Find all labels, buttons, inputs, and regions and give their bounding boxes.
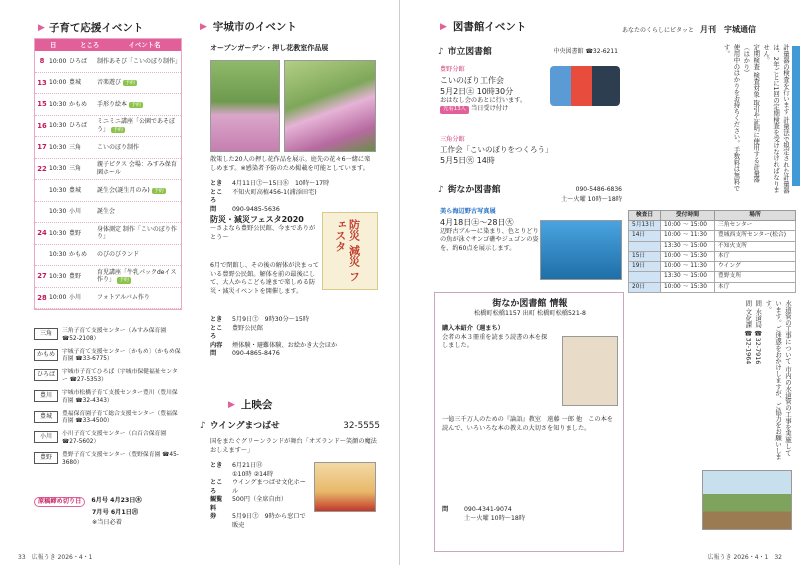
vertical-notice-2: 水道管の工事について 市内の水道管の工事を実施しています。ご迷惑をおかけしますが、ご協力をお願いします。 問 水道局 ☎32-7916 問 文化課 ☎32-1964 xyxy=(744,300,792,460)
row-day: 24 xyxy=(37,229,47,237)
row-day: 15 xyxy=(37,100,47,108)
center-item xyxy=(34,390,182,406)
flag-icon: ▶ xyxy=(440,22,447,33)
garden-photo-2 xyxy=(284,60,376,152)
center-label: 小川 xyxy=(34,431,58,443)
schedule-row xyxy=(35,202,181,224)
parenting-schedule xyxy=(34,38,182,310)
page-number-right: 広報うき 2026・4・1 32 xyxy=(707,553,782,561)
garden-title: オープンガーデン・押し花教室作品展 xyxy=(210,44,329,52)
row-place: かもめ xyxy=(69,251,88,258)
book-side-note: 一億三千万人のための『論語』教室 遠藤 一郎 他 この本を読んで、いろいろな本の教えの大切さを知りました。 xyxy=(442,416,613,432)
reserve-tag: 予約 xyxy=(153,187,164,194)
schedule-row xyxy=(35,51,181,73)
row-place: かもめ xyxy=(69,100,88,108)
deadline-june: 6月号 4月23日㊍ xyxy=(91,497,142,504)
center-text: 豊野子育て支援センター（豊野保育園 ☎45-3680） xyxy=(62,451,179,466)
row-place: ひろば xyxy=(69,122,88,129)
city-header: ▶ 宇城市のイベント xyxy=(200,21,297,34)
center-label: 豊野 xyxy=(34,452,58,464)
row-time: 10:30 xyxy=(49,100,67,108)
garden-body: 散策した20人の押し花作品を展示。庭先の花々6一緒に楽しめます。※感染者予防のため掲載を可能としています。 xyxy=(210,156,371,172)
right-page xyxy=(400,0,800,565)
deadline-label: 原稿締め切り日 xyxy=(34,497,85,507)
schedule-row xyxy=(35,94,181,116)
flag-icon: ▶ xyxy=(200,22,207,33)
center-item xyxy=(34,328,182,344)
center-item xyxy=(34,369,182,385)
reserve-tag: 予約 xyxy=(119,277,130,284)
row-event: 身体測定 制作「こいのぼり作り」 xyxy=(97,225,177,241)
vertical-notice: 計量器の検査を行います 計量法で規定された計量器は、2年ごとに1回の定期検査を受けなければなりません。 定期検査 検査対象 取引や証明に使用する計量器（はかり） 使用中のはかりをお持ちください。手数料は無料です。 xyxy=(722,44,790,194)
reserve-tag: 予約 xyxy=(113,126,124,133)
consult-row: 19日 10:00 〜 11:30 ウイング xyxy=(629,262,796,272)
row-event: 親子ピクス 会場：みすみ保育園ホール xyxy=(97,161,177,176)
row-time: 10:00 xyxy=(49,294,67,301)
row-place: 三角 xyxy=(69,165,82,172)
center-item xyxy=(34,349,182,365)
schedule-row xyxy=(35,116,181,138)
koinobori-illustration xyxy=(550,66,620,106)
row-event: 音楽遊び xyxy=(97,79,122,86)
consult-row: 5月13日 10:00 〜 15:00 三角センター xyxy=(629,221,796,231)
center-label: ひろば xyxy=(34,369,58,381)
city-library-event2: 三角分館 工作会「こいのぼりをつくろう」 5月5日㊋ 14時 xyxy=(440,136,553,165)
schedule-row xyxy=(35,159,181,181)
center-item xyxy=(34,452,182,468)
row-event: のびのびランド xyxy=(97,251,140,258)
consult-row: 14日 10:00 〜 11:30 豊城西支所センター(松合) xyxy=(629,231,796,241)
row-place: 小川 xyxy=(69,294,82,301)
schedule-row xyxy=(35,137,181,159)
consult-row: 15日 10:00 〜 15:30 本庁 xyxy=(629,251,796,261)
deadline-july: 7月号 6月1日㊊ xyxy=(92,508,139,516)
row-event: 手形り絵本 xyxy=(97,100,128,108)
garden-details: とき 4月11日㊏〜15日㊌ 10時〜17時 ところ 不知火町高植456-1(浦添田宅) 問 090-9485-5636 xyxy=(210,180,330,213)
row-event: フォトアルバム作り xyxy=(97,294,150,301)
center-label: かもめ xyxy=(34,349,58,361)
center-text: 宇城子育て支援センター〔かもめ〕（かもめ保育園 ☎33-6775） xyxy=(62,348,181,363)
row-time: 10:30 xyxy=(49,229,67,237)
schedule-header xyxy=(35,39,181,51)
row-time: 10:30 xyxy=(49,165,67,172)
row-time: 10:00 xyxy=(49,79,67,86)
row-place: 豊野 xyxy=(69,272,82,280)
machi-info: 街なか図書館 情報 松橋町松橋1157 出町 松橋町松橋521-8 購入本紹介（週まち） 会者の本３冊重を読まう読書の本を探しました。 xyxy=(442,299,586,350)
row-place: 三角 xyxy=(69,143,82,151)
machi-contact: 問 090-4341-9074 土〜火曜 10時〜18時 xyxy=(442,506,526,522)
center-item xyxy=(34,431,182,447)
center-label: 豊川 xyxy=(34,390,58,402)
consult-row: 20日 10:00 〜 15:30 本庁 xyxy=(629,282,796,292)
row-day: 13 xyxy=(37,78,47,87)
music-note-icon: ♪ xyxy=(438,185,444,195)
reserve-tag: 予約 xyxy=(131,101,142,108)
masthead: あなたのくらしにピタッと 月刊 宇城通信 xyxy=(622,25,757,34)
center-text: 宇城市松橋子育て支援センター豊川（豊川保育園 ☎32-4343） xyxy=(62,389,178,404)
screening-header: ▶ 上映会 xyxy=(228,399,273,412)
book-cover xyxy=(562,336,618,406)
row-day: 17 xyxy=(37,143,47,151)
city-library-event1: 豊野分館 こいのぼり工作会 5月2日㊏ 10時30分 おはなし会のあとに行います。 先着13人 当日受け付け xyxy=(440,66,527,113)
row-place: ひろば xyxy=(69,57,88,65)
deadline-box xyxy=(34,497,182,528)
row-time: 10:30 xyxy=(49,272,67,280)
row-time: 10:30 xyxy=(49,186,67,194)
center-label: 三角 xyxy=(34,328,58,340)
accent-bar xyxy=(792,46,800,186)
consult-table: 検査日 受付時間 場所 5月13日 10:00 〜 15:00 三角センター 14日 10:00 〜 11:30 豊城西支所センター(松合) 13:30 〜 15:00 不知火支所 15日 10:00 〜 15:30 本庁 19日 10:00 〜 11:30 ウイング 13:30 〜 15:00 豊野支所 20日 10:00 〜 15:30 本庁 xyxy=(628,210,796,293)
consult-row: 13:30 〜 15:00 不知火支所 xyxy=(629,241,796,251)
screening-poster xyxy=(314,462,376,512)
screening-body: 国をまたぐグリーンランドが舞台「オズランド〜笑顔の魔法おしえます〜」 xyxy=(210,438,377,454)
schedule-row xyxy=(35,180,181,202)
flag-icon: ▶ xyxy=(228,400,235,411)
center-text: 宇城市子育てひろば（宇城市保健福祉センター ☎27-5353） xyxy=(62,369,178,384)
music-note-icon: ♪ xyxy=(200,421,206,431)
row-day: 27 xyxy=(37,272,47,280)
schedule-row xyxy=(35,73,181,95)
row-event: 制作あそび「こいのぼり制作」 xyxy=(97,57,182,65)
machi-exhibit: 美ら海辺野古写真展 4月18日㊏〜28日㊋ 辺野古ブルーに染まり、色とりどりの魚が泳ぐサンゴ礁やジュゴンの姿を、約60点を展示します。 xyxy=(440,208,539,252)
center-text: 小川子育て支援センター（白百合保育園 ☎27-5602） xyxy=(62,431,167,445)
col-event: イベント名 xyxy=(128,41,161,49)
center-list xyxy=(34,328,182,472)
col-day: 日 xyxy=(50,41,57,49)
deadline-note: ※当日必着 xyxy=(92,518,122,526)
row-day: 8 xyxy=(39,57,45,65)
screening-sub: ♪ ウイングまつばせ 32-5555 xyxy=(200,421,380,432)
parenting-header xyxy=(38,22,143,35)
row-time: 10:30 xyxy=(49,208,67,215)
machi-library-head: ♪ 街なか図書館 090-5486-6836 土〜火曜 10時〜18時 xyxy=(438,185,622,204)
center-text: 豊福保育園子育て総合支援センター（豊福保育園 ☎33-4500） xyxy=(62,410,178,425)
fes-head: 防災・減災フェスタ2020 〜さよなら豊野公民館、今までありがとう〜 xyxy=(210,215,316,241)
music-note-icon: ♪ xyxy=(438,47,444,57)
row-day: 28 xyxy=(37,293,47,302)
fes-poster: 防災 減災 フェスタ xyxy=(322,212,378,290)
schedule-row xyxy=(35,288,181,310)
col-place: ところ xyxy=(80,41,100,49)
consult-row: 13:30 〜 15:00 豊野支所 xyxy=(629,272,796,282)
center-item xyxy=(34,411,182,427)
library-header: ▶ 図書館イベント xyxy=(440,21,527,34)
screening-details: とき 6月21日㊐ ①10時 ②14時 ところ ウイングまつばせ文化ホール 観覧料 500円（全席自由） 券 5月9日㊏ 9時から窓口で販売 xyxy=(210,462,306,529)
row-event: 育児講座「牛乳パックdeイス作り」 xyxy=(97,268,177,284)
schedule-row xyxy=(35,245,181,267)
parenting-title: 子育て応援イベント xyxy=(48,22,144,34)
row-place: 豊城 xyxy=(69,79,82,86)
row-event: ミニミニ講座「公園であそぼう」 xyxy=(97,118,176,133)
city-library-head: ♪ 市立図書館 中央図書館 ☎32-6211 xyxy=(438,47,618,58)
row-day: 22 xyxy=(37,164,47,173)
row-place: 豊城 xyxy=(69,186,82,194)
dugong-photo xyxy=(540,220,622,280)
row-event: 誕生会 xyxy=(97,208,116,215)
center-label: 豊城 xyxy=(34,411,58,423)
reserve-tag: 予約 xyxy=(125,80,136,86)
row-time: 10:30 xyxy=(49,251,67,258)
row-time: 10:00 xyxy=(49,57,67,65)
row-time: 10:30 xyxy=(49,122,67,129)
row-time: 10:30 xyxy=(49,143,67,151)
row-event: こいのぼり制作 xyxy=(97,143,140,151)
page-number-left: 33 広報うき 2026・4・1 xyxy=(18,553,93,561)
flag-icon: ▶ xyxy=(38,22,45,33)
row-place: 小川 xyxy=(69,208,82,215)
garden-photo-1 xyxy=(210,60,280,152)
row-place: 豊野 xyxy=(69,229,82,237)
center-text: 三角子育て支援センター（みすみ保育園 ☎52-2108） xyxy=(62,328,167,342)
schedule-row xyxy=(35,223,181,245)
fes-body: 6月で閉館し、その後の解体が決まっている豊野公民館。解体を前の最後にして、大人からこども達まで楽しめる防災・減災イベントを開催します。 xyxy=(210,262,320,295)
schedule-row xyxy=(35,266,181,288)
excavator-photo xyxy=(702,470,792,530)
fes-details: とき 5月9日㊏ 9時30分〜15時 ところ 豊野公民館 内容 煙体験・避難体験、お絵かき大会ほか 問 090-4865-8476 xyxy=(210,316,338,358)
row-event: 誕生会(誕生月のみ) xyxy=(97,186,150,194)
row-day: 16 xyxy=(37,121,47,130)
